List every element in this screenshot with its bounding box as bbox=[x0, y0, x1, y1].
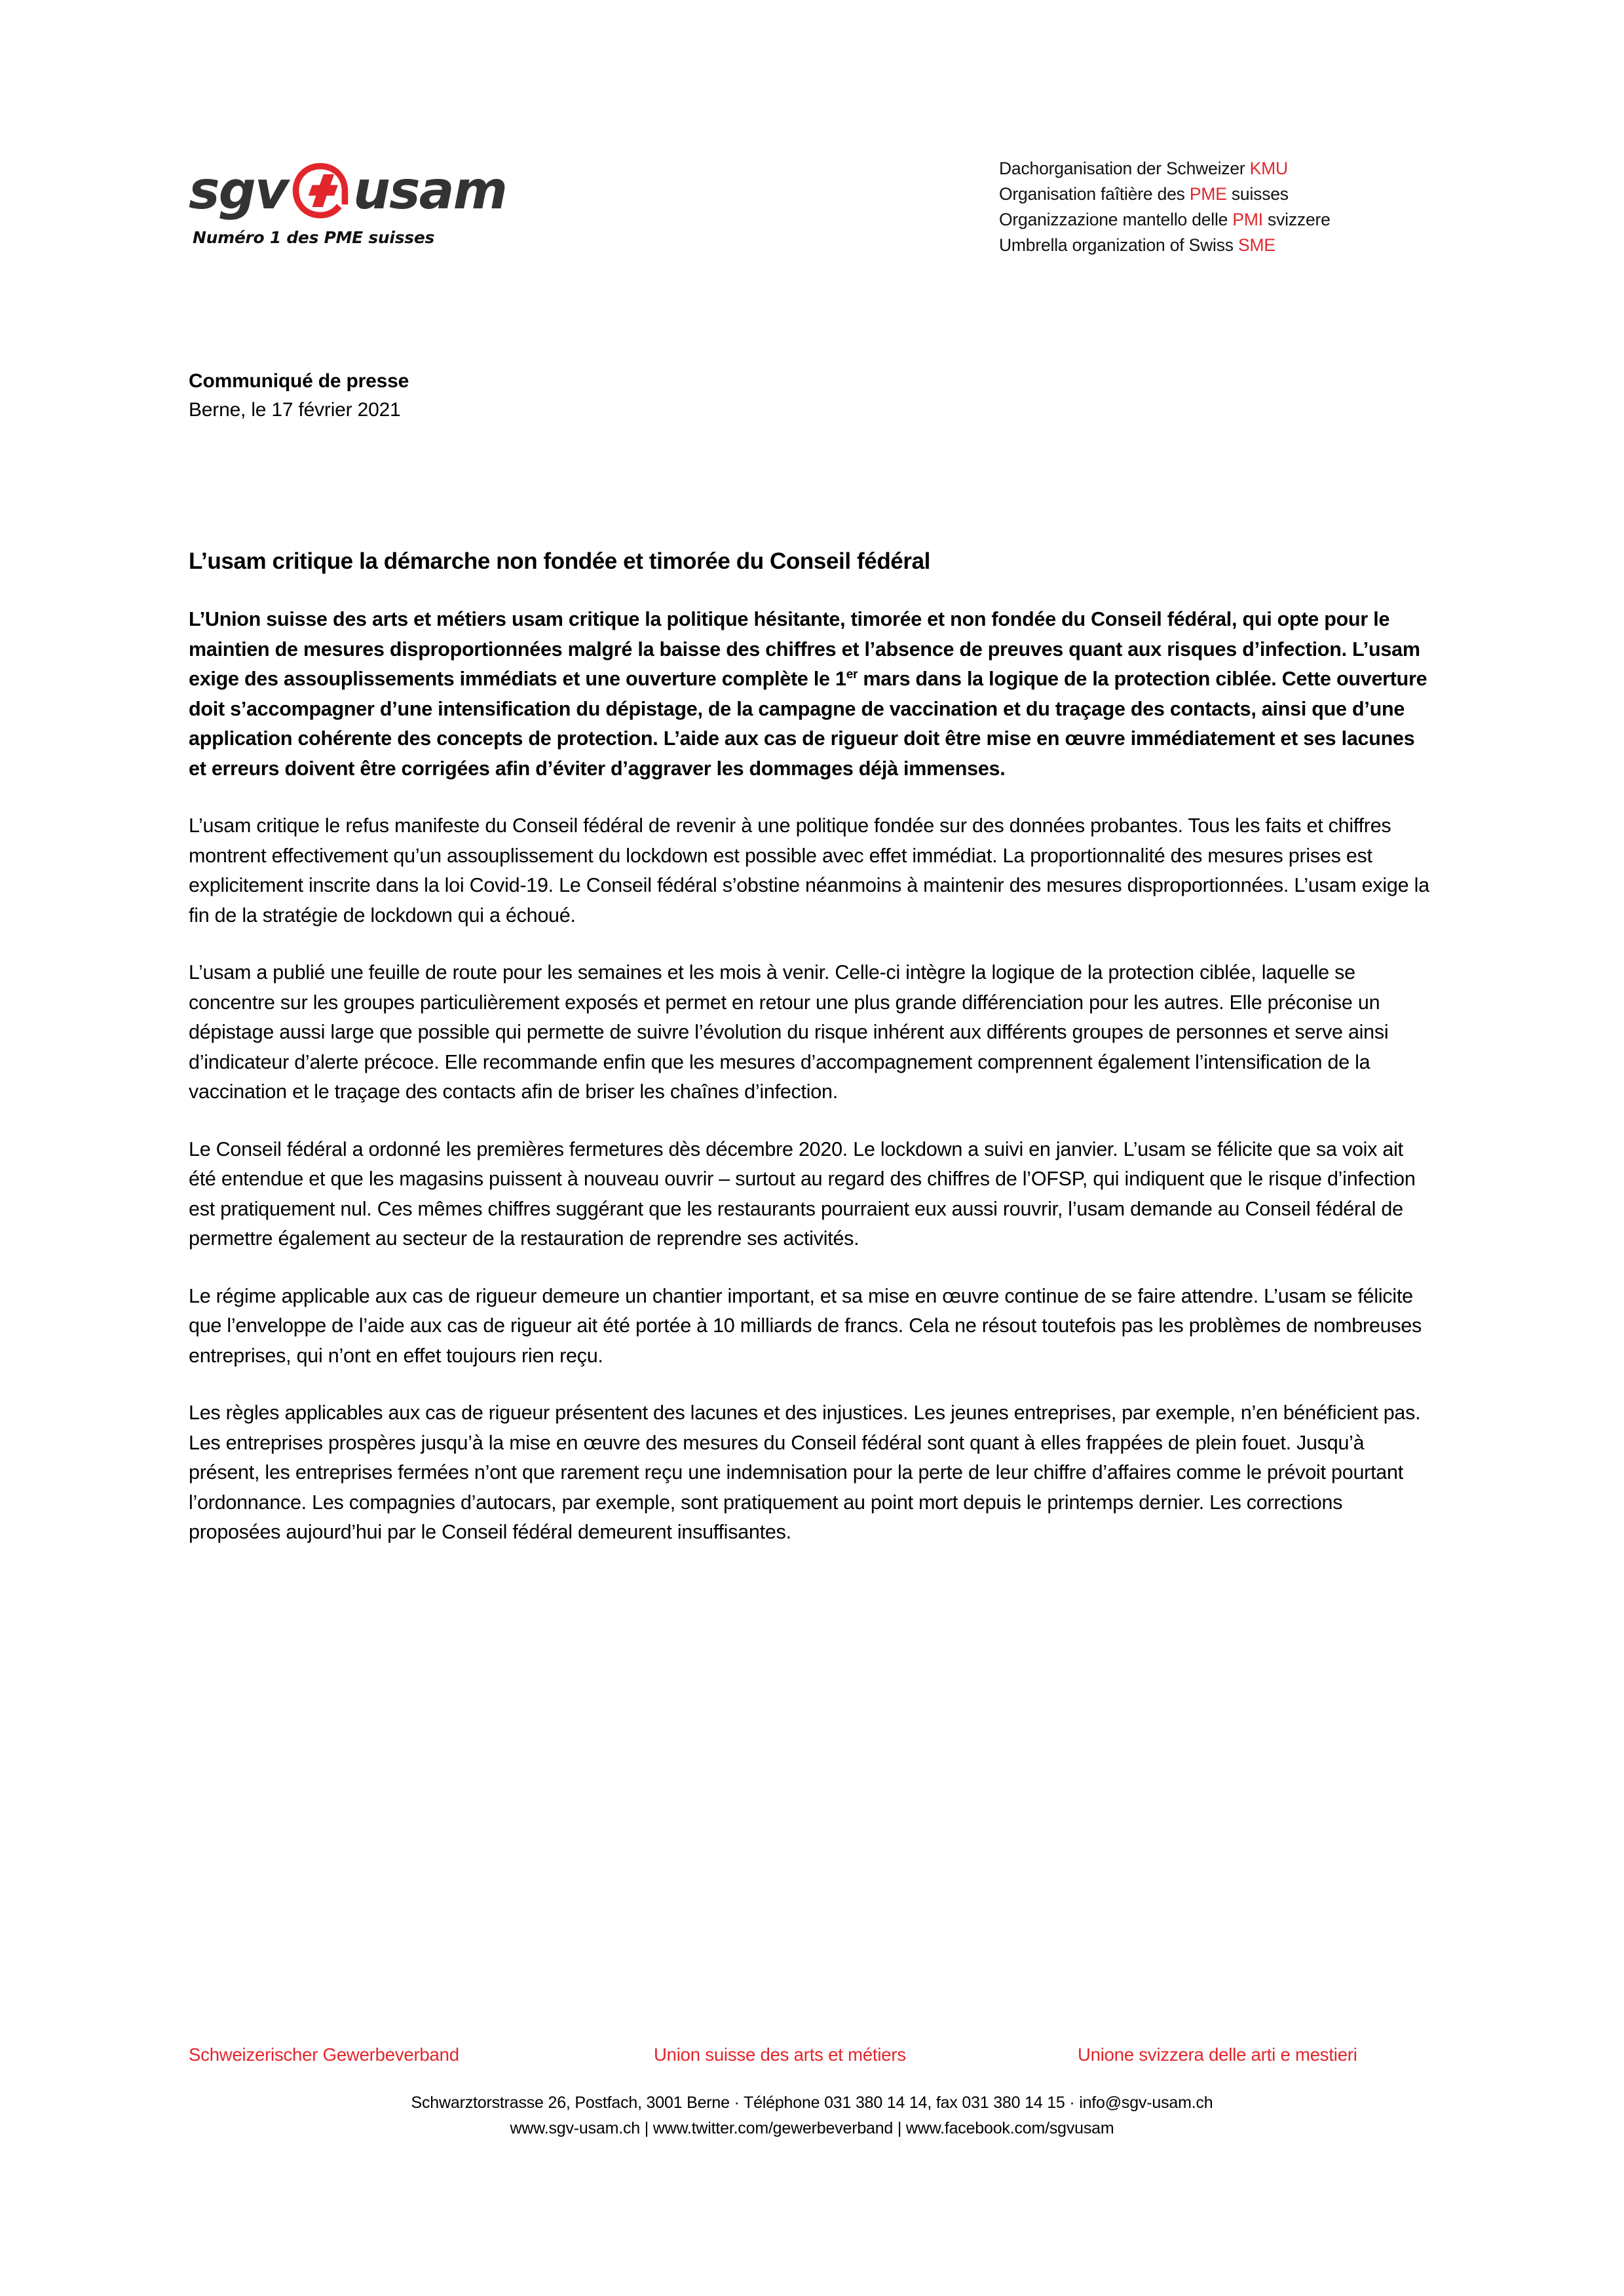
header-language-line-en bbox=[999, 233, 1331, 258]
document-footer bbox=[0, 2044, 1624, 2141]
body-paragraph: L’usam a publié une feuille de route pour les semaines et les mois à venir. Celle-ci intègre la logique de la protection ciblée, laquelle se concentre sur les groupes particulièrement exposés et permet en retour une plus grande différenciation pour les autres. Elle préconise un dépistage aussi large que possible qui permette de suivre l’évolution du risque inhérent aux différents groupes de personnes et serve ainsi d’indicateur d’alerte précoce. Elle recommande enfin que les mesures d’accompagnement comprennent également l’intensification de la vaccination et le traçage des contacts afin de briser les chaînes d’infection. bbox=[189, 961, 1389, 1103]
header-language-line-it bbox=[999, 207, 1331, 233]
logo-wordmark bbox=[189, 160, 595, 221]
lead-ordinal-suffix: er bbox=[846, 667, 858, 681]
body-paragraph: Le Conseil fédéral a ordonné les premières fermetures dès décembre 2020. Le lockdown a suivi en janvier. L’usam se félicite que sa voix ait été entendue et que les magasins puissent à nouveau ouvrir – surtout au regard des chiffres de l’OFSP, qui indiquent que le risque d’infection est pratiquement nul. Ces mêmes chiffres suggérant que les restaurants pourraient eux aussi rouvrir, l’usam demande au Conseil fédéral de permettre également au secteur de la restauration de reprendre ses activités. bbox=[189, 1138, 1416, 1250]
lead-part-one: L’Union suisse des arts et métiers usam critique la politique hésitante, timorée et non fondée du Conseil fédéral, qui opte pour le maintien de mesures disproportionnées malgré la baisse des chiffres et l’absence de preuves quant aux risques d’infection. L’usam exige des assouplissements immédiats et une ouverture complète le 1 bbox=[189, 608, 1420, 690]
document-header bbox=[0, 143, 1624, 274]
lang-fr-acronym: PME bbox=[1189, 184, 1227, 204]
lang-it-suffix: svizzere bbox=[1262, 210, 1331, 229]
lang-en-acronym: SME bbox=[1237, 235, 1275, 255]
press-release-kicker: Communiqué de presse bbox=[189, 370, 409, 392]
header-language-list bbox=[999, 156, 1331, 258]
lang-de-text: Dachorganisation der Schweizer bbox=[999, 159, 1250, 178]
page-title: L’usam critique la démarche non fondée et timorée du Conseil fédéral bbox=[189, 548, 930, 574]
lead-paragraph bbox=[189, 605, 1433, 784]
footer-contact-block bbox=[0, 2090, 1624, 2141]
lead-part-two: mars dans la logique de la protection ciblée. Cette ouverture doit s’accompagner d’une intensification du dépistage, de la campagne de vaccination et du traçage des contacts, ainsi que d’une application cohérente des concepts de protection. L’aide aux cas de rigueur doit être mise en œuvre immédiatement et ses lacunes et erreurs doivent être corrigées afin d’éviter d’aggraver les dommages déjà immenses. bbox=[189, 668, 1427, 780]
body-paragraph: L’usam critique le refus manifeste du Conseil fédéral de revenir à une politique fondée sur des données probantes. Tous les faits et chiffres montrent effectivement qu’un assouplissement du lockdown est possible avec effet immédiat. La proportionnalité des mesures prises est explicitement inscrite dans la loi Covid-19. Le Conseil fédéral s’obstine néanmoins à maintenir des mesures disproportionnées. L’usam exige la fin de la stratégie de lockdown qui a échoué. bbox=[189, 814, 1429, 927]
footer-org-de: Schweizerischer Gewerbeverband bbox=[189, 2044, 459, 2065]
header-language-line-fr bbox=[999, 182, 1331, 207]
body-paragraph: Le régime applicable aux cas de rigueur demeure un chantier important, et sa mise en œuvre continue de se faire attendre. L’usam se félicite que l’enveloppe de l’aide aux cas de rigueur ait été portée à 10 milliards de francs. Cela ne résout toutefois pas les problèmes de nombreuses entreprises, qui n’ont en effet toujours rien reçu. bbox=[189, 1284, 1422, 1367]
lang-it-acronym: PMI bbox=[1232, 210, 1263, 229]
lang-en-text: Umbrella organization of Swiss bbox=[999, 235, 1238, 255]
dateline: Berne, le 17 février 2021 bbox=[189, 399, 401, 421]
lang-de-acronym: KMU bbox=[1249, 159, 1288, 178]
lang-fr-text: Organisation faîtière des bbox=[999, 184, 1190, 204]
footer-organisation-names bbox=[0, 2044, 1624, 2075]
logo-word-right: usam bbox=[353, 160, 506, 221]
footer-address-line: Schwarztorstrasse 26, Postfach, 3001 Berne · Téléphone 031 380 14 14, fax 031 380 14 15 · info@sgv-usam.ch bbox=[411, 2094, 1213, 2112]
lang-it-text: Organizzazione mantello delle bbox=[999, 210, 1233, 229]
logo-tagline: Numéro 1 des PME suisses bbox=[193, 228, 435, 247]
footer-links-line: www.sgv-usam.ch | www.twitter.com/gewerbeverband | www.facebook.com/sgvusam bbox=[510, 2119, 1114, 2137]
sgv-usam-logo bbox=[189, 160, 595, 247]
lang-fr-suffix: suisses bbox=[1226, 184, 1289, 204]
body-paragraph: Les règles applicables aux cas de rigueur présentent des lacunes et des injustices. Les jeunes entreprises, par exemple, n’en bénéficient pas. Les entreprises prospères jusqu’à la mise en œuvre des mesures du Conseil fédéral sont quant à elles frappées de plein fouet. Jusqu’à présent, les entreprises fermées n’ont que rarement reçu une indemnisation pour la perte de leur chiffre d’affaires comme le prévoit pourtant l’ordonnance. Les compagnies d’autocars, par exemple, sont pratiquement au point mort depuis le printemps dernier. Les corrections proposées aujourd’hui par le Conseil fédéral demeurent insuffisantes. bbox=[189, 1402, 1421, 1543]
footer-org-it: Unione svizzera delle arti e mestieri bbox=[1078, 2044, 1357, 2065]
document-body bbox=[189, 367, 1433, 1567]
sgv-usam-swiss-cross-at-icon bbox=[289, 159, 352, 222]
logo-word-left: sgv bbox=[189, 160, 288, 221]
footer-org-fr: Union suisse des arts et métiers bbox=[654, 2044, 906, 2065]
header-language-line-de bbox=[999, 156, 1331, 182]
